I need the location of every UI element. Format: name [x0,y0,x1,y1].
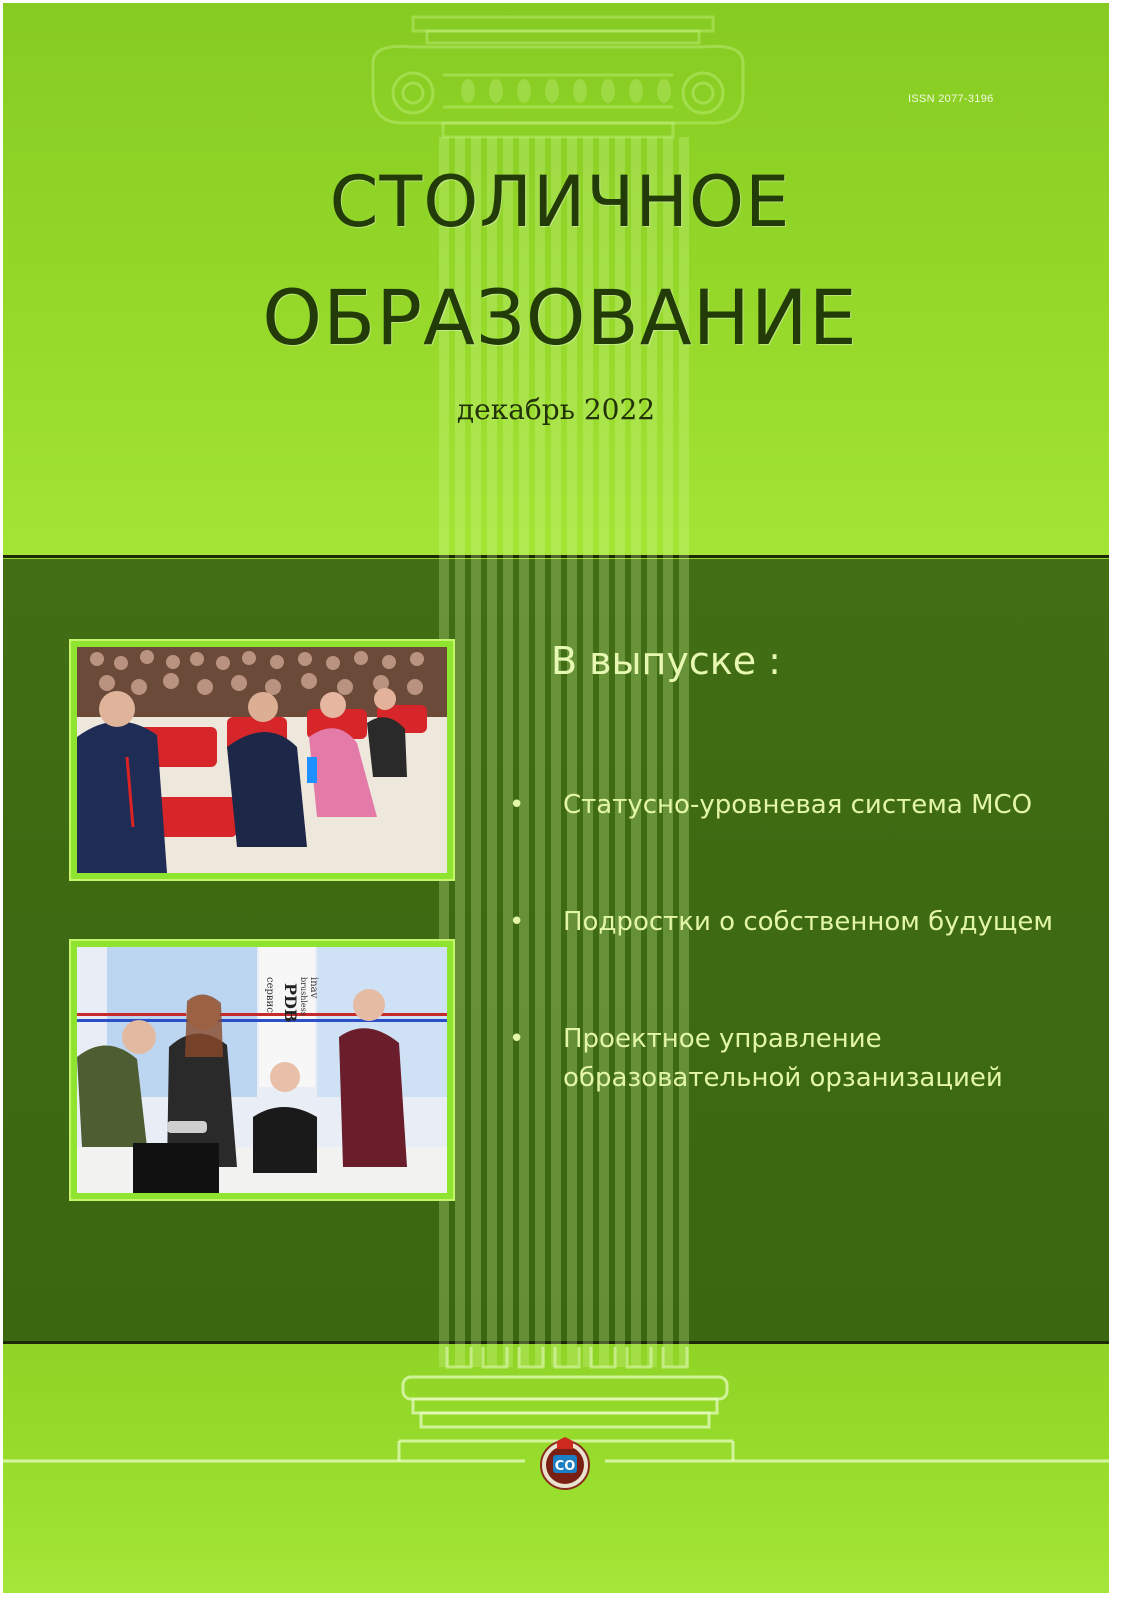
bullet-icon: • [509,1024,525,1054]
wall-word-brushless: brushless [299,977,308,1016]
divider-line-bottom [3,1341,1109,1344]
photo-conference-audience [69,639,455,881]
issue-item-text: Подростки о собственном будущем [563,907,1053,937]
issue-date: декабрь 2022 [456,393,656,426]
wall-word-service: сервис [264,977,275,1013]
issue-contents-heading: В выпуске : [551,639,781,683]
issue-item-text: Проектное управление образовательной орзанизацией [563,1024,1003,1093]
issn-number: ISSN 2077-3196 [908,93,994,105]
conference-photo-image [77,647,447,873]
magazine-title-line1: СТОЛИЧНОЕ [329,161,791,243]
logo-text: СО [554,1459,576,1474]
magazine-cover [3,3,1109,1593]
wall-word-pdb: PDB [281,983,300,1023]
workshop-photo-image [77,947,447,1193]
publisher-logo-icon [539,1435,591,1491]
issue-item-text: Статусно-уровневая система МСО [563,790,1033,820]
bullet-icon: • [509,907,525,937]
magazine-title-line2: ОБРАЗОВАНИЕ [262,273,858,362]
photo-teenagers-workshop [69,939,455,1201]
bullet-icon: • [509,790,525,820]
wall-word-inav: inav [308,977,319,999]
divider-line-top [3,555,1109,558]
